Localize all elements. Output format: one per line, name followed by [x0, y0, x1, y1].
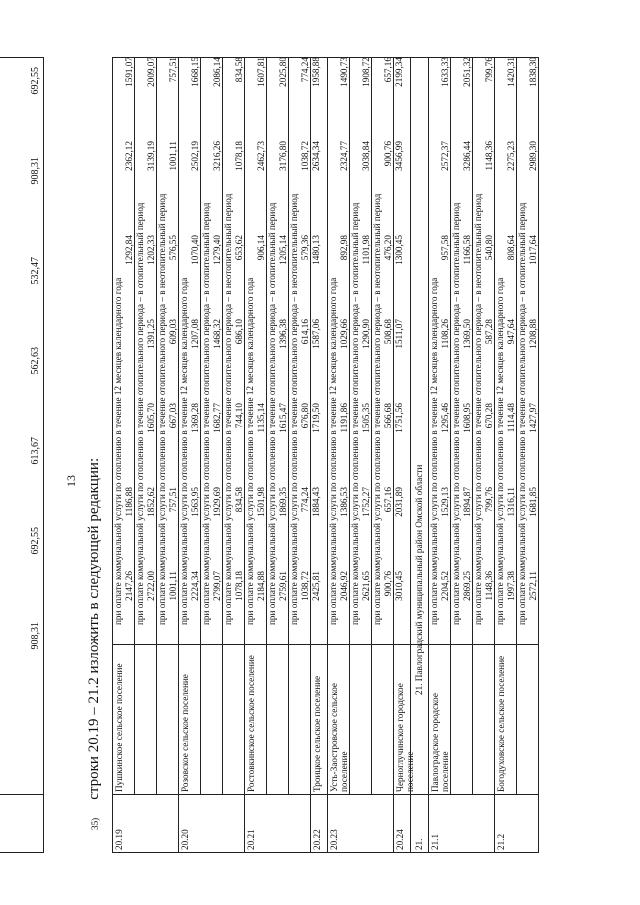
row-code: 20.19: [114, 829, 124, 850]
value-cell: 1529,13: [440, 487, 450, 517]
value-cell: 1838,30: [528, 57, 538, 87]
value-cell: 2989,30: [528, 141, 538, 171]
value-cell: 1908,72: [361, 57, 371, 87]
row-caption: при оплате коммунальной услуги по отоплению в течение 12 месяцев календарного года: [113, 277, 123, 625]
previous-value: 532,47: [30, 257, 41, 285]
value-cell: 1148,36: [484, 141, 494, 171]
col-border: [112, 57, 538, 58]
row-caption: при оплате коммунальной услуги по отоплению в течение 12 месяцев календарного года: [245, 277, 255, 625]
settlement-name: Пушкинское сельское поселение: [114, 663, 124, 792]
value-cell: 3139,19: [146, 141, 156, 171]
value-cell: 1070,40: [190, 235, 200, 265]
value-cell: 1391,25: [146, 319, 156, 349]
value-cell: 3286,44: [462, 141, 472, 171]
value-cell: 2147,26: [124, 571, 134, 601]
value-cell: 1591,07: [124, 57, 134, 87]
row-caption: при оплате коммунальной услуги по отоплению в течение отопительного периода – в отопительный период: [451, 202, 461, 625]
row-caption: при оплате коммунальной услуги по отоплению в течение отопительного периода – в неотопительный период: [157, 193, 167, 625]
value-cell: 2046,92: [339, 571, 349, 601]
value-cell: 2572,11: [528, 571, 538, 601]
value-cell: 579,36: [300, 235, 310, 261]
row-caption: при оплате коммунальной услуги по отоплению в течение отопительного периода – в отопительный период: [201, 202, 211, 625]
col-border: [112, 852, 538, 853]
value-cell: 1480,13: [311, 235, 321, 265]
value-cell: 1501,98: [256, 487, 266, 517]
row-caption: при оплате коммунальной услуги по отоплению в течение отопительного периода – в неотопительный период: [289, 193, 299, 625]
value-cell: 667,03: [168, 403, 178, 429]
value-cell: 2031,89: [394, 487, 404, 517]
value-cell: 1001,11: [168, 141, 178, 171]
value-cell: 2425,81: [311, 571, 321, 601]
value-cell: 1135,14: [256, 403, 266, 433]
value-cell: 2759,61: [278, 571, 288, 601]
value-cell: 1490,73: [339, 57, 349, 87]
value-cell: 670,28: [484, 403, 494, 429]
row-code: 20.23: [329, 829, 339, 850]
value-cell: 3038,84: [361, 141, 371, 171]
value-cell: 2621,65: [361, 571, 371, 601]
value-cell: 609,03: [168, 319, 178, 345]
value-cell: 1207,08: [190, 319, 200, 349]
value-cell: 2324,77: [339, 141, 349, 171]
value-cell: 1608,95: [462, 403, 472, 433]
value-cell: 1001,11: [168, 571, 178, 601]
value-cell: 1114,48: [506, 403, 516, 433]
tariff-table: [112, 57, 640, 853]
value-cell: 834,58: [234, 487, 244, 513]
value-cell: 1997,38: [506, 571, 516, 601]
settlement-name: Павлоградское городское поселение: [430, 693, 450, 792]
value-cell: 566,68: [383, 403, 393, 429]
value-cell: 1884,43: [311, 487, 321, 517]
value-cell: 2184,88: [256, 571, 266, 601]
value-cell: 1752,27: [361, 487, 371, 517]
value-cell: 1078,18: [234, 141, 244, 171]
value-cell: 2275,23: [506, 141, 516, 171]
value-cell: 1292,84: [124, 235, 134, 265]
value-cell: 744,10: [234, 403, 244, 429]
value-cell: 1587,06: [311, 319, 321, 349]
value-cell: 1279,40: [212, 235, 222, 265]
value-cell: 1186,88: [124, 487, 134, 517]
value-cell: 1386,53: [339, 487, 349, 517]
value-cell: 757,51: [168, 57, 178, 83]
value-cell: 2362,12: [124, 141, 134, 171]
section-title: 21. Павлоградский муниципальный район Омской области: [414, 464, 424, 695]
col-border: [112, 794, 538, 795]
value-cell: 1369,28: [190, 403, 200, 433]
value-cell: 799,76: [484, 487, 494, 513]
row-caption: при оплате коммунальной услуги по отоплению в течение отопительного периода – в отопительный период: [517, 202, 527, 625]
value-cell: 3216,26: [212, 141, 222, 171]
value-cell: 900,76: [383, 571, 393, 597]
value-cell: 2025,80: [278, 57, 288, 87]
settlement-name: Черноглучинское городское поселение: [395, 683, 415, 792]
row-border: [538, 57, 539, 853]
value-cell: 957,58: [440, 235, 450, 261]
value-cell: 1038,72: [300, 571, 310, 601]
row-caption: при оплате коммунальной услуги по отоплению в течение отопительного периода – в неотопительный период: [372, 193, 382, 625]
value-cell: 1681,85: [528, 487, 538, 517]
value-cell: 614,16: [300, 319, 310, 345]
value-cell: 774,24: [300, 487, 310, 513]
value-cell: 1511,07: [394, 319, 404, 349]
value-cell: 1078,18: [234, 571, 244, 601]
value-cell: 1427,97: [528, 403, 538, 433]
value-cell: 1869,35: [278, 487, 288, 517]
value-cell: 2009,07: [146, 57, 156, 87]
value-cell: 476,20: [383, 235, 393, 261]
value-cell: 653,62: [234, 235, 244, 261]
value-cell: 1101,98: [361, 235, 371, 265]
settlement-name: Троицкое сельское поселение: [312, 675, 322, 792]
value-cell: 2572,37: [440, 141, 450, 171]
value-cell: 1563,95: [190, 487, 200, 517]
previous-value: 908,31: [30, 622, 41, 650]
value-cell: 1290,90: [361, 319, 371, 349]
value-cell: 1300,45: [394, 235, 404, 265]
value-cell: 676,80: [300, 403, 310, 429]
value-cell: 576,55: [168, 235, 178, 261]
value-cell: 1420,31: [506, 57, 516, 87]
value-cell: 1316,11: [506, 487, 516, 517]
value-cell: 1202,33: [146, 235, 156, 265]
row-caption: при оплате коммунальной услуги по отоплению в течение 12 месяцев календарного года: [328, 277, 338, 625]
value-cell: 1205,14: [278, 235, 288, 265]
row-caption: при оплате коммунальной услуги по отоплению в течение отопительного периода – в отопительный период: [267, 202, 277, 625]
value-cell: 1894,87: [462, 487, 472, 517]
value-cell: 3456,99: [394, 141, 404, 171]
row-caption: при оплате коммунальной услуги по отоплению в течение 12 месяцев календарного года: [429, 277, 439, 625]
row-code: 20.24: [395, 829, 405, 850]
value-cell: 657,16: [383, 487, 393, 513]
value-cell: 3176,80: [278, 141, 288, 171]
value-cell: 1148,36: [484, 571, 494, 601]
amendment-heading: [86, 458, 103, 830]
previous-value: 908,31: [30, 157, 41, 185]
row-code: 21.1: [430, 833, 440, 850]
row-code: 20.21: [246, 829, 256, 850]
row-caption: при оплате коммунальной услуги по отоплению в течение 12 месяцев календарного года: [179, 277, 189, 625]
value-cell: 1929,69: [212, 487, 222, 517]
value-cell: 1958,88: [311, 57, 321, 87]
value-cell: 947,64: [506, 319, 516, 345]
row-code: 21.: [414, 838, 424, 850]
item-number: 35): [90, 817, 100, 830]
value-cell: 1166,58: [462, 235, 472, 265]
value-cell: 1295,46: [440, 403, 450, 433]
settlement-name: Розовское сельское поселение: [180, 674, 190, 792]
previous-table-fragment: [0, 57, 44, 853]
settlement-name: Богодуховское сельское поселение: [496, 655, 506, 792]
settlement-name: Усть-Заостровское сельское поселение: [329, 683, 349, 792]
value-cell: 2634,34: [311, 141, 321, 171]
value-cell: 1605,70: [146, 403, 156, 433]
value-cell: 1038,72: [300, 141, 310, 171]
value-cell: 892,98: [339, 235, 349, 261]
value-cell: 834,58: [234, 57, 244, 83]
value-cell: 1396,38: [278, 319, 288, 349]
row-code: 20.20: [180, 829, 190, 850]
row-caption: при оплате коммунальной услуги по отоплению в течение отопительного периода – в отопительный период: [350, 202, 360, 625]
value-cell: 2502,19: [190, 141, 200, 171]
heading-text: строки 20.19 – 21.2 изложить в следующей редакции:: [86, 457, 102, 800]
row-caption: при оплате коммунальной услуги по отоплению в течение отопительного периода – в неотопительный период: [473, 193, 483, 625]
row-caption: при оплате коммунальной услуги по отоплению в течение отопительного периода – в неотопительный период: [223, 193, 233, 625]
value-cell: 900,76: [383, 141, 393, 167]
value-cell: 2051,32: [462, 57, 472, 87]
value-cell: 1029,66: [339, 319, 349, 349]
col-border: [112, 644, 538, 645]
value-cell: 757,51: [168, 487, 178, 513]
value-cell: 1719,50: [311, 403, 321, 433]
value-cell: 1633,33: [440, 57, 450, 87]
value-cell: 2462,73: [256, 141, 266, 171]
value-cell: 774,24: [300, 57, 310, 83]
value-cell: 1682,77: [212, 403, 222, 433]
row-code: 20.22: [312, 829, 322, 850]
value-cell: 2086,14: [212, 57, 222, 87]
value-cell: 2224,34: [190, 571, 200, 601]
value-cell: 2869,25: [462, 571, 472, 601]
row-caption: при оплате коммунальной услуги по отоплению в течение 12 месяцев календарного года: [495, 277, 505, 625]
row-caption: при оплате коммунальной услуги по отоплению в течение отопительного периода – в отопительный период: [135, 202, 145, 625]
row-code: 21.2: [496, 833, 506, 850]
value-cell: 2722,00: [146, 571, 156, 601]
value-cell: 1852,62: [146, 487, 156, 517]
settlement-name: Ростовкинское сельское поселение: [246, 655, 256, 792]
value-cell: 540,80: [484, 235, 494, 261]
value-cell: 1208,88: [528, 319, 538, 349]
value-cell: 1017,64: [528, 235, 538, 265]
value-cell: 1615,47: [278, 403, 288, 433]
value-cell: 508,68: [383, 319, 393, 345]
previous-value: 613,67: [30, 437, 41, 465]
value-cell: 1505,35: [361, 403, 371, 433]
value-cell: 799,76: [484, 57, 494, 83]
value-cell: 1668,15: [190, 57, 200, 87]
previous-value: 562,63: [30, 347, 41, 375]
value-cell: 906,14: [256, 235, 266, 261]
value-cell: 1468,32: [212, 319, 222, 349]
value-cell: 3010,45: [394, 571, 404, 601]
row-border: [410, 57, 411, 853]
value-cell: 1369,50: [462, 319, 472, 349]
value-cell: 1607,81: [256, 57, 266, 87]
value-cell: 1108,26: [440, 319, 450, 349]
previous-value: 692,55: [30, 527, 41, 555]
page-number: 13: [64, 475, 78, 487]
value-cell: 657,16: [383, 57, 393, 83]
value-cell: 1191,86: [339, 403, 349, 433]
value-cell: 808,64: [506, 235, 516, 261]
value-cell: 2799,07: [212, 571, 222, 601]
value-cell: 2199,34: [394, 57, 404, 87]
value-cell: 2204,52: [440, 571, 450, 601]
value-cell: 1751,56: [394, 403, 404, 433]
value-cell: 587,28: [484, 319, 494, 345]
value-cell: 686,10: [234, 319, 244, 345]
previous-value: 692,55: [30, 67, 41, 95]
